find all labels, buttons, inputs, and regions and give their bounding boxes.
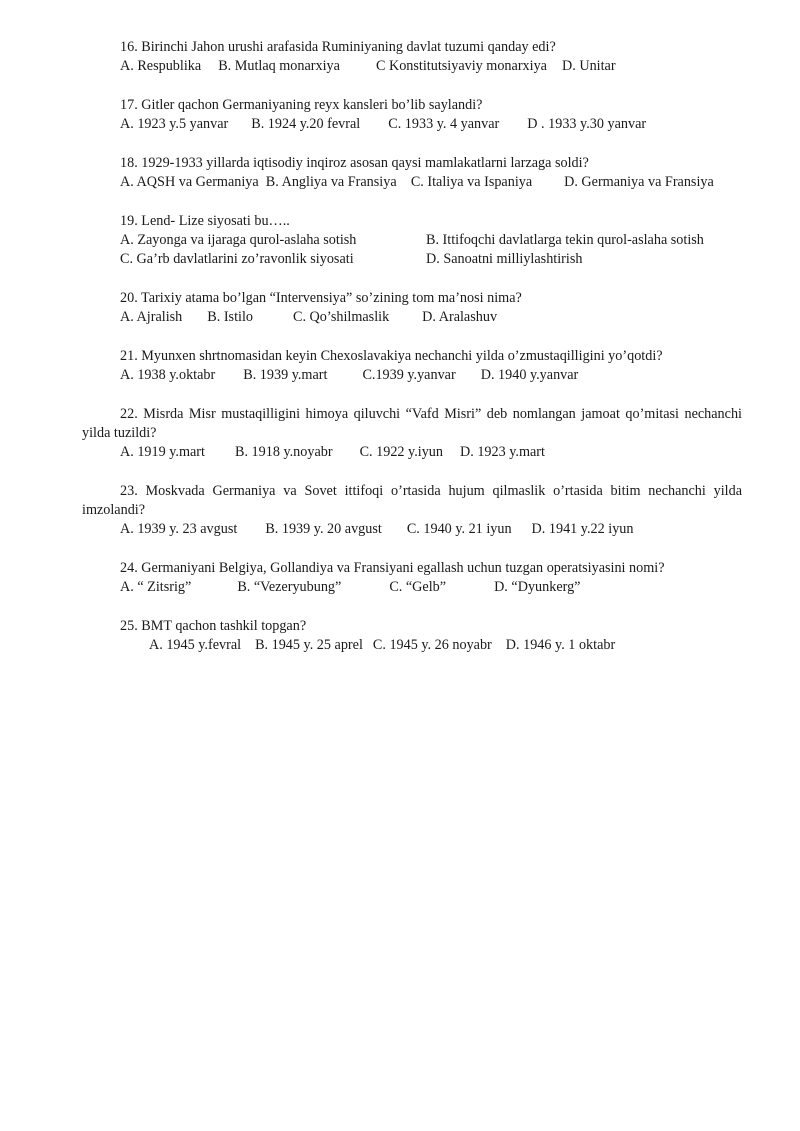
- option-b: B. 1939 y. 20 avgust: [265, 521, 382, 537]
- option-a: A. 1923 y.5 yanvar: [120, 116, 229, 132]
- option-d: D. 1940 y.yanvar: [480, 367, 579, 383]
- test-questions: [82, 38, 742, 675]
- option-c: C. 1945 y. 26 noyabr: [372, 637, 492, 653]
- question-22: [82, 405, 742, 462]
- question-18: [82, 154, 742, 192]
- option-b: B. Angliya va Fransiya: [265, 174, 397, 190]
- option-a: A. Ajralish: [120, 309, 183, 325]
- option-a: A. 1919 y.mart: [120, 444, 205, 460]
- option-a: A. 1939 y. 23 avgust: [120, 521, 238, 537]
- question-text: 22. Misrda Misr mustaqilligini himoya qiluvchi “Vafd Misri” deb nomlangan jamoat qo’mitasi nechanchi yilda tuzildi?: [82, 406, 742, 441]
- option-d: D. 1923 y.mart: [460, 444, 545, 460]
- option-b: B. Istilo: [207, 309, 253, 325]
- option-b: B. “Vezeryubung”: [237, 579, 342, 595]
- question-text: 21. Myunxen shrtnomasidan keyin Chexoslavakiya nechanchi yilda o’zmustaqilligini yo’qotdi?: [120, 348, 663, 364]
- option-c: C. “Gelb”: [389, 579, 447, 595]
- option-d: D. 1941 y.22 iyun: [531, 521, 634, 537]
- question-24: [82, 559, 742, 597]
- question-text: 20. Tarixiy atama bo’lgan “Intervensiya” so’zining tom ma’nosi nima?: [120, 290, 522, 306]
- option-d: D. Aralashuv: [422, 309, 498, 325]
- option-b: B. Mutlaq monarxiya: [218, 58, 340, 74]
- question-16: [82, 38, 742, 76]
- option-d: D. Germaniya va Fransiya: [564, 174, 714, 190]
- option-c: C. Ga’rb davlatlarini zo’ravonlik siyosati: [120, 251, 354, 267]
- answer-options: [82, 231, 742, 269]
- option-b: B. Ittifoqchi davlatlarga tekin qurol-aslaha sotish: [426, 232, 704, 248]
- question-text: 16. Birinchi Jahon urushi arafasida Ruminiyaning davlat tuzumi qanday edi?: [120, 39, 556, 55]
- option-a: A. 1945 y.fevral: [149, 637, 242, 653]
- answer-options: [82, 636, 742, 655]
- answer-options: [82, 366, 742, 385]
- option-c: C.1939 y.yanvar: [362, 367, 456, 383]
- option-c: C. Qo’shilmaslik: [293, 309, 390, 325]
- question-17: [82, 96, 742, 134]
- option-d: D . 1933 y.30 yanvar: [527, 116, 647, 132]
- answer-options: [82, 57, 742, 76]
- question-21: [82, 347, 742, 385]
- option-c: C Konstitutsiyaviy monarxiya: [375, 58, 547, 74]
- answer-options: [82, 308, 742, 327]
- option-c: C. 1922 y.iyun: [359, 444, 443, 460]
- answer-options: [82, 443, 742, 462]
- option-b: B. 1924 y.20 fevral: [251, 116, 361, 132]
- option-c: C. Italiya va Ispaniya: [410, 174, 533, 190]
- option-d: D. “Dyunkerg”: [494, 579, 581, 595]
- question-20: [82, 289, 742, 327]
- option-d: D. 1946 y. 1 oktabr: [505, 637, 616, 653]
- option-c: C. 1940 y. 21 iyun: [406, 521, 512, 537]
- option-a: A. Zayonga va ijaraga qurol-aslaha sotish: [120, 232, 357, 248]
- question-text: 24. Germaniyani Belgiya, Gollandiya va Fransiyani egallash uchun tuzgan operatsiyasini nomi?: [120, 560, 665, 576]
- question-19: [82, 212, 742, 269]
- option-d: D. Unitar: [561, 58, 616, 74]
- question-text: 18. 1929-1933 yillarda iqtisodiy inqiroz asosan qaysi mamlakatlarni larzaga soldi?: [120, 155, 589, 171]
- question-text: 23. Moskvada Germaniya va Sovet ittifoqi o’rtasida hujum qilmaslik o’rtasida bitim nechanchi yilda imzolandi?: [82, 483, 742, 518]
- answer-options: [82, 173, 742, 192]
- answer-options: [82, 520, 742, 539]
- question-text: 19. Lend- Lize siyosati bu…..: [120, 213, 290, 229]
- question-text: 17. Gitler qachon Germaniyaning reyx kansleri bo’lib saylandi?: [120, 97, 483, 113]
- option-a: A. AQSH va Germaniya: [120, 174, 259, 190]
- option-d: D. Sanoatni milliylashtirish: [426, 251, 583, 267]
- option-b: B. 1945 y. 25 aprel: [255, 637, 363, 653]
- question-25: [82, 617, 742, 655]
- option-a: A. “ Zitsrig”: [120, 579, 192, 595]
- option-b: B. 1918 y.noyabr: [234, 444, 333, 460]
- question-23: [82, 482, 742, 539]
- answer-options: [82, 115, 742, 134]
- question-text: 25. BMT qachon tashkil topgan?: [120, 618, 307, 634]
- option-b: B. 1939 y.mart: [243, 367, 328, 383]
- answer-options: [82, 578, 742, 597]
- option-a: A. Respublika: [120, 58, 202, 74]
- option-c: C. 1933 y. 4 yanvar: [388, 116, 500, 132]
- option-a: A. 1938 y.oktabr: [120, 367, 216, 383]
